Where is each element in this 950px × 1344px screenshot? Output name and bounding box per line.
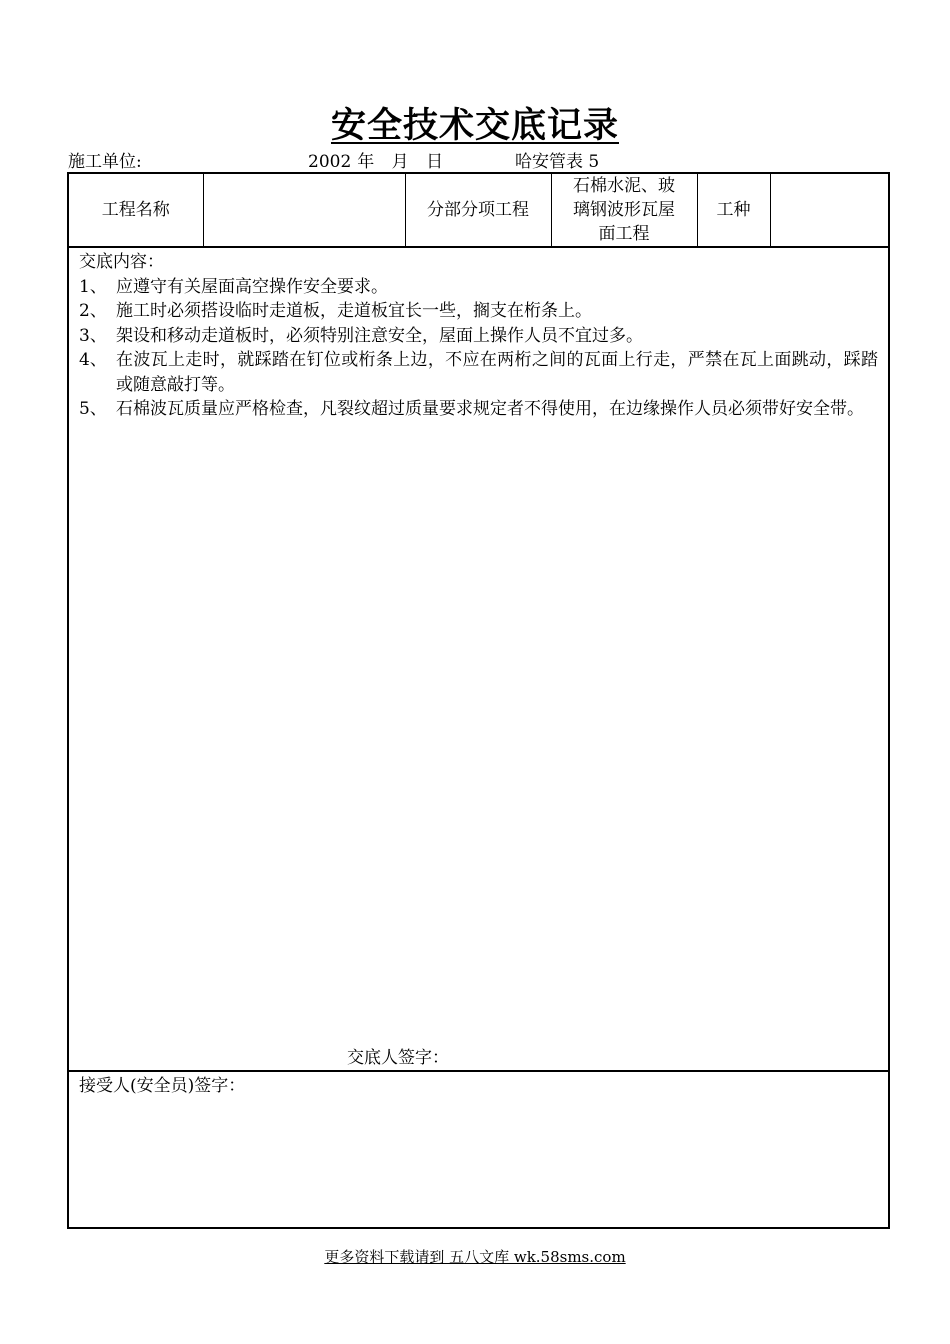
briefing-item (79, 397, 878, 422)
day-unit: 日 (426, 152, 444, 172)
project-name-label: 工程名称 (68, 173, 203, 247)
safety-briefing-table (67, 172, 890, 1229)
briefing-item (79, 275, 878, 300)
briefing-item-text: 石棉波瓦质量应严格检查，凡裂纹超过质量要求规定者不得使用，在边缘操作人员必须带好安全带。 (116, 399, 864, 419)
receiver-signature-cell (68, 1071, 889, 1228)
briefing-item-text: 应遵守有关屋面高空操作安全要求。 (116, 276, 388, 297)
content-row (68, 247, 889, 1071)
subproject-label: 分部分项工程 (405, 173, 551, 247)
briefing-item-number: 1、 (79, 276, 107, 297)
project-name-value (203, 173, 405, 247)
briefing-item-number: 3、 (79, 325, 107, 346)
briefing-item-text: 在波瓦上走时，就踩踏在钉位或桁条上边，不应在两桁之间的瓦面上行走，严禁在瓦上面跳动，踩踏或随意敲打等。 (116, 350, 878, 395)
month-unit: 月 (391, 152, 409, 172)
subproject-value: 石棉水泥、玻璃钢波形瓦屋面工程 (551, 173, 697, 247)
briefing-items-list (79, 275, 878, 422)
briefing-item (79, 324, 878, 349)
briefing-item-text: 架设和移动走道板时，必须特别注意安全，屋面上操作人员不宜过多。 (116, 325, 643, 346)
briefing-item (79, 348, 878, 397)
document-title: 安全技术交底记录 (330, 105, 619, 146)
briefing-item-number: 4、 (79, 350, 107, 370)
footer-link-text[interactable]: 更多资料下载请到 五八文库 wk.58sms.com (324, 1248, 626, 1266)
briefing-item-number: 2、 (79, 301, 107, 321)
date-line (308, 147, 449, 172)
trade-value (770, 173, 889, 247)
construction-unit-label: 施工单位: (68, 152, 142, 172)
briefing-item (79, 299, 878, 324)
briefing-content-cell (68, 247, 889, 1071)
trade-label: 工种 (697, 173, 770, 247)
receiver-row (68, 1071, 889, 1228)
year-unit: 年 (357, 152, 375, 172)
header-row (68, 173, 889, 247)
briefing-item-text: 施工时必须搭设临时走道板，走道板宜长一些，搁支在桁条上。 (116, 301, 592, 321)
receiver-signature-label: 接受人(安全员)签字： (79, 1076, 246, 1096)
year-value: 2002 (308, 152, 352, 172)
content-heading: 交底内容： (79, 252, 164, 272)
form-code: 哈安管表 5 (515, 152, 600, 172)
giver-signature-label: 交底人签字： (347, 1048, 449, 1068)
briefing-item-number: 5、 (79, 399, 107, 419)
